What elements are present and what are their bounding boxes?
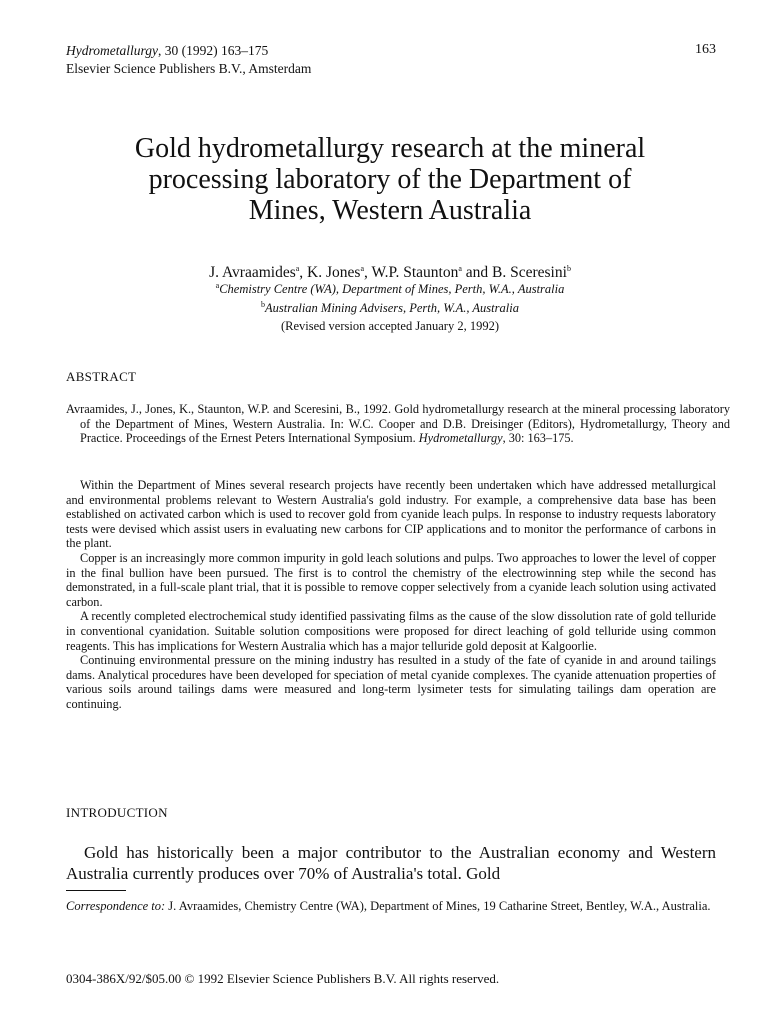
abstract-citation [66,402,730,446]
author: , W.P. Staunton [364,264,459,282]
author: J. Avraamides [209,264,296,282]
title-line: Gold hydrometallurgy research at the mineral [134,133,646,164]
author: and B. Sceresini [461,264,567,282]
journal-citation [66,42,311,60]
page-number: 163 [695,42,716,57]
journal-name: Hydrometallurgy [66,43,158,58]
affiliation-a [60,278,720,297]
affiliations [60,278,720,316]
footnote-lead: Correspondence to: [66,899,166,913]
journal-volume: , 30 (1992) 163–175 [157,43,269,58]
affiliation-mark: a [458,264,462,273]
abstract-paragraph: Continuing environmental pressure on the mining industry has resulted in a study of the fate of cyanide in and around tailings dams. Analytical procedures have been developed for speciation of metal cyanide complexes. The cyanide attenuation properties of various soils around tailings dams were measured and long-term lysimeter tests for simulating tailings dam operation are continuing. [66,653,716,711]
affiliation-mark: a [215,281,220,290]
affiliation-mark: b [566,264,571,273]
affiliation-b [60,297,720,316]
publisher: Elsevier Science Publishers B.V., Amsterdam [66,61,312,76]
journal-header [66,42,311,78]
footnote-divider [66,890,126,891]
abstract-paragraph: Copper is an increasingly more common impurity in gold leach solutions and pulps. Two approaches to lower the level of copper in the final bullion have been pursued. The first is to control the chemistry of the electrowinning step while the second has demonstrated, in a full-scale plant trial, that it is possible to remove copper selectively from a cyanide leach solution using activated carbon. [66,550,716,609]
title-line: Mines, Western Australia [248,195,532,226]
introduction-heading: INTRODUCTION [66,805,168,820]
abstract-paragraph: Within the Department of Mines several research projects have recently been undertaken which have addressed metallurgical and environmental problems relevant to Western Australia's gold industry. For example, a comprehensive data base has been established on activated carbon which is used to recover gold from cyanide leach pulps. In response to industry requests laboratory tests were devised which assist users in evaluating new carbons for CIP applications and to monitor the performance of carbons in the plant. [66,478,716,551]
revised-date: (Revised version accepted January 2, 1992) [281,319,499,333]
abstract-heading: ABSTRACT [66,369,137,384]
citation-text: Avraamides, J., Jones, K., Staunton, W.P. and Sceresini, B., 1992. Gold hydrometallurgy research at the mineral processing laboratory of the Department of Mines, Western Australia. In: W.C. Cooper and D.B. Dreisinger (Editors), Hydrometallurgy, Theory and Practice. Proceedings of the Ernest Peters International Symposium. [66,402,730,446]
copyright-line: 0304-386X/92/$05.00 © 1992 Elsevier Science Publishers B.V. All rights reserved. [66,971,500,986]
affiliation-text: Chemistry Centre (WA), Department of Mines, Perth, W.A., Australia [219,282,565,297]
paper-title [60,133,720,226]
affiliation-mark: a [360,264,364,273]
citation-journal: Hydrometallurgy [418,431,503,446]
title-line: processing laboratory of the Department of [148,164,632,195]
affiliation-mark: b [261,300,266,310]
correspondence-footnote [66,898,716,914]
abstract-paragraph: A recently completed electrochemical study identified passivating films as the cause of the slow dissolution rate of gold telluride in conventional cyanidation. Suitable solution compositions were proposed for direct leaching of gold telluride using common reagents. This has implications for Western Australia which has a major telluride gold deposit at Kalgoorlie. [66,609,716,653]
affiliation-text: Australian Mining Advisers, Perth, W.A., Australia [265,301,519,316]
citation-volume: , 30: 163–175. [502,431,574,446]
affiliation-mark: a [295,264,300,273]
footnote-text: J. Avraamides, Chemistry Centre (WA), Department of Mines, 19 Catharine Street, Bentley, W.A., Australia. [165,899,711,913]
abstract-body [66,478,716,712]
author: , K. Jones [299,264,361,282]
introduction-text: Gold has historically been a major contributor to the Australian economy and Western Australia currently produces over 70% of Australia's total. Gold [66,843,716,883]
